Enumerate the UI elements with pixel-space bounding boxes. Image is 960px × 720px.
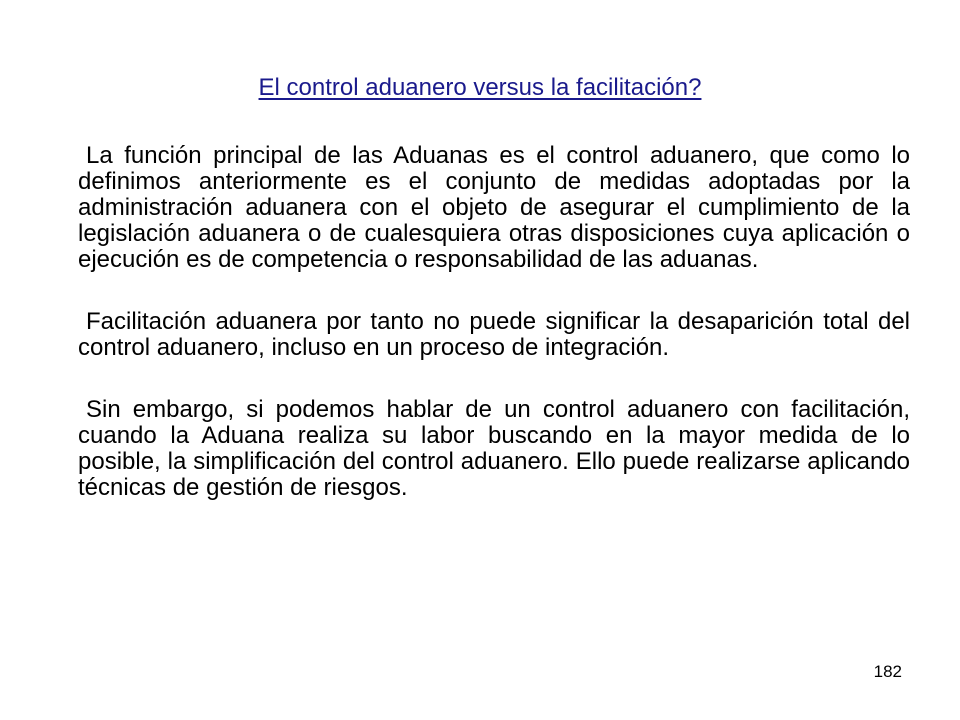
paragraph-control-aduanero: La función principal de las Aduanas es el control aduanero, que como lo definimos anteriormente es el conjunto de medidas adoptadas por la administración aduanera con el objeto de asegurar el cumplimiento de la legislación aduanera o de cualesquiera otras disposiciones cuya aplicación o ejecución es de competencia o responsabilidad de las aduanas. [78,142,910,273]
page-number: 182 [873,662,902,681]
paragraph-facilitacion: Facilitación aduanera por tanto no puede significar la desaparición total del control aduanero, incluso en un proceso de integración. [78,308,910,361]
slide-body [78,143,910,537]
paragraph-gestion-riesgos: Sin embargo, si podemos hablar de un control aduanero con facilitación, cuando la Aduana realiza su labor buscando en la mayor medida de lo posible, la simplificación del control aduanero. Ello puede realizarse aplicando técnicas de gestión de riesgos. [78,396,910,501]
slide-title: El control aduanero versus la facilitación? [258,74,702,101]
